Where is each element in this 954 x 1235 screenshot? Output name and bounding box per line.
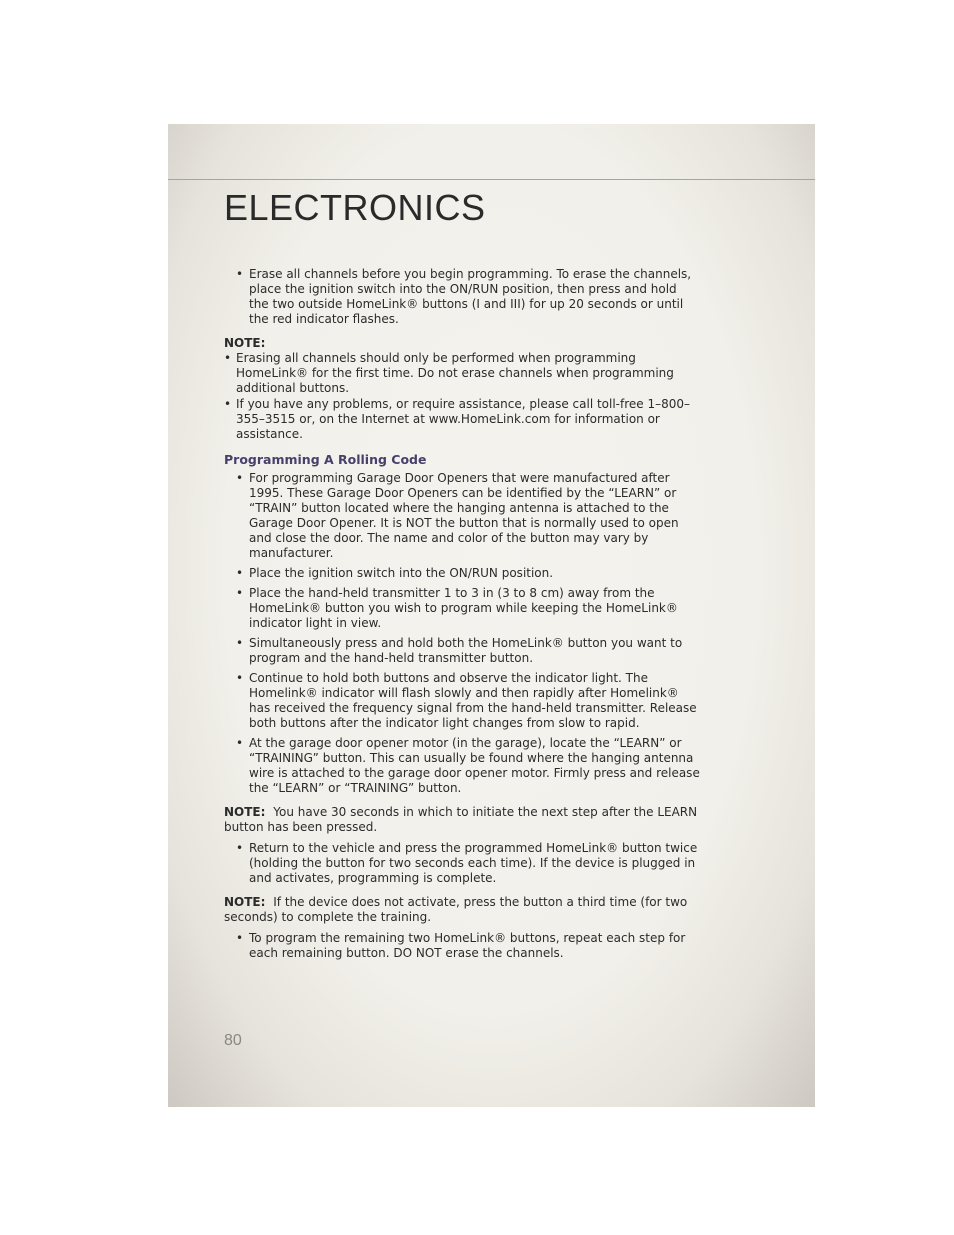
note-label: NOTE: [224,895,266,909]
list-item: • Erase all channels before you begin programming. To erase the channels, place the ignition switch into the ON/RUN position, then press and hold the two outside HomeLink® buttons (I and III) for up 20 seconds or until the red indicator flashes. [224,267,700,327]
note-paragraph [224,895,700,925]
note-text: You have 30 seconds in which to initiate the next step after the LEARN button has been pressed. [224,805,698,834]
list-item: • Return to the vehicle and press the programmed HomeLink® button twice (holding the button for two seconds each time). If the device is plugged in and activates, programming is complete. [224,841,700,886]
page-number: 80 [224,1032,242,1049]
intro-bullet-list [224,267,700,327]
list-item: • Place the hand-held transmitter 1 to 3 in (3 to 8 cm) away from the HomeLink® button you wish to program while keeping the HomeLink® indicator light in view. [224,586,700,631]
header-rule [168,179,815,180]
list-item: • Continue to hold both buttons and observe the indicator light. The Homelink® indicator will flash slowly and then rapidly after Homelink® has received the frequency signal from the hand-held transmitter. Release both buttons after the indicator light changes from slow to rapid. [224,671,700,731]
rolling-code-steps [224,471,700,796]
section-title: ELECTRONICS [224,187,486,228]
note-label: NOTE: [224,805,266,819]
list-item: • Erasing all channels should only be performed when programming HomeLink® for the first time. Do not erase channels when programming additional buttons. [224,351,700,396]
list-item: • At the garage door opener motor (in the garage), locate the “LEARN” or “TRAINING” button. This can usually be found where the hanging antenna wire is attached to the garage door opener motor. Firmly press and release the “LEARN” or “TRAINING” button. [224,736,700,796]
note-bullet-list [224,351,700,442]
subsection-heading: Programming A Rolling Code [224,452,427,467]
note-text: If the device does not activate, press the button a third time (for two seconds) to complete the training. [224,895,688,924]
note-paragraph [224,805,700,835]
return-step-list [224,841,700,886]
list-item: • Simultaneously press and hold both the HomeLink® button you want to program and the hand-held transmitter button. [224,636,700,666]
list-item: • Place the ignition switch into the ON/RUN position. [224,566,700,581]
note-label: NOTE: [224,336,266,350]
list-item: • To program the remaining two HomeLink® buttons, repeat each step for each remaining button. DO NOT erase the channels. [224,931,700,961]
final-step-list [224,931,700,961]
page-panel [168,124,815,1107]
list-item: • If you have any problems, or require assistance, please call toll-free 1–800–355–3515 or, on the Internet at www.HomeLink.com for information or assistance. [224,397,700,442]
body-content [224,267,700,966]
list-item: • For programming Garage Door Openers that were manufactured after 1995. These Garage Door Openers can be identified by the “LEARN” or “TRAIN” button located where the hanging antenna is attached to the Garage Door Opener. It is NOT the button that is normally used to open and close the door. The name and color of the button may vary by manufacturer. [224,471,700,561]
